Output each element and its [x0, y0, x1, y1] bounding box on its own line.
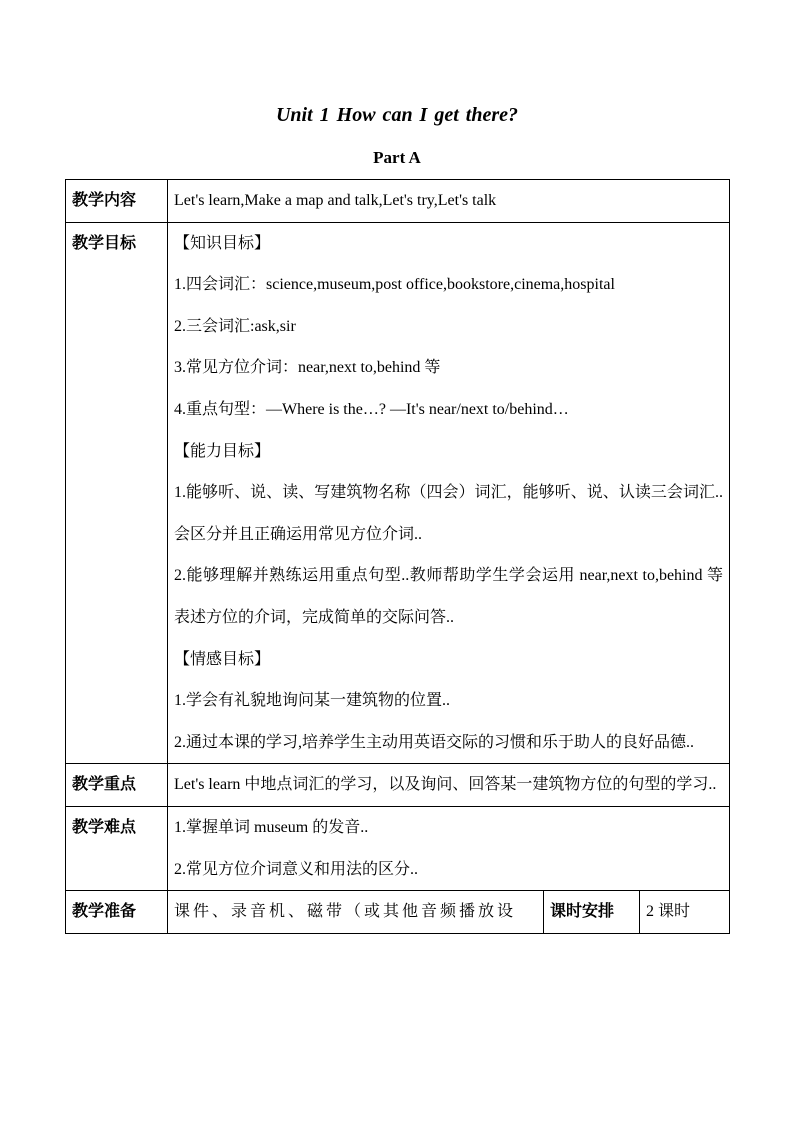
- value-content: Let's learn,Make a map and talk,Let's try,Let's talk: [168, 180, 730, 223]
- label-objectives: 教学目标: [66, 222, 168, 764]
- lesson-plan-table: [65, 179, 730, 934]
- value-schedule: 2 课时: [640, 891, 730, 934]
- objective-line: 4.重点句型：—Where is the…? —It's near/next to/behind…: [174, 400, 569, 418]
- objective-heading-knowledge: 【知识目标】: [174, 234, 271, 252]
- row-preparation: [66, 891, 730, 934]
- objective-line: 3.常见方位介词：near,next to,behind 等: [174, 359, 441, 377]
- document-subtitle: Part A: [373, 148, 421, 167]
- value-preparation: 课件、录音机、磁带（或其他音频播放设: [168, 891, 544, 934]
- value-objectives: [168, 222, 730, 764]
- row-difficulties: [66, 806, 730, 890]
- value-key-points: Let's learn 中地点词汇的学习，以及询问、回答某一建筑物方位的句型的学习..: [168, 764, 730, 807]
- objective-line: 2.能够理解并熟练运用重点句型..教师帮助学生学会运用 near,next to,behind 等表述方位的介词，完成简单的交际问答..: [174, 567, 724, 626]
- document-title: Unit 1 How can I get there?: [275, 104, 518, 126]
- row-objectives: [66, 222, 730, 764]
- objective-line: 1.能够听、说、读、写建筑物名称（四会）词汇，能够听、说、认读三会词汇..会区分并且正确运用常见方位介词..: [174, 484, 724, 543]
- label-schedule: 课时安排: [544, 891, 640, 934]
- objective-line: 1.学会有礼貌地询问某一建筑物的位置..: [174, 692, 451, 710]
- label-preparation: 教学准备: [66, 891, 168, 934]
- row-key-points: [66, 764, 730, 807]
- label-content: 教学内容: [66, 180, 168, 223]
- value-difficulties: [168, 806, 730, 890]
- label-difficulties: 教学难点: [66, 806, 168, 890]
- label-key-points: 教学重点: [66, 764, 168, 807]
- objective-heading-ability: 【能力目标】: [174, 442, 271, 460]
- row-content: [66, 180, 730, 223]
- objective-line: 2.三会词汇:ask,sir: [174, 317, 296, 335]
- objective-line: 2.通过本课的学习,培养学生主动用英语交际的习惯和乐于助人的良好品德..: [174, 733, 695, 751]
- difficulty-line: 2.常见方位介词意义和用法的区分..: [174, 860, 419, 878]
- objective-heading-emotion: 【情感目标】: [174, 650, 271, 668]
- difficulty-line: 1.掌握单词 museum 的发音..: [174, 818, 369, 836]
- objective-line: 1.四会词汇：science,museum,post office,bookstore,cinema,hospital: [174, 276, 615, 294]
